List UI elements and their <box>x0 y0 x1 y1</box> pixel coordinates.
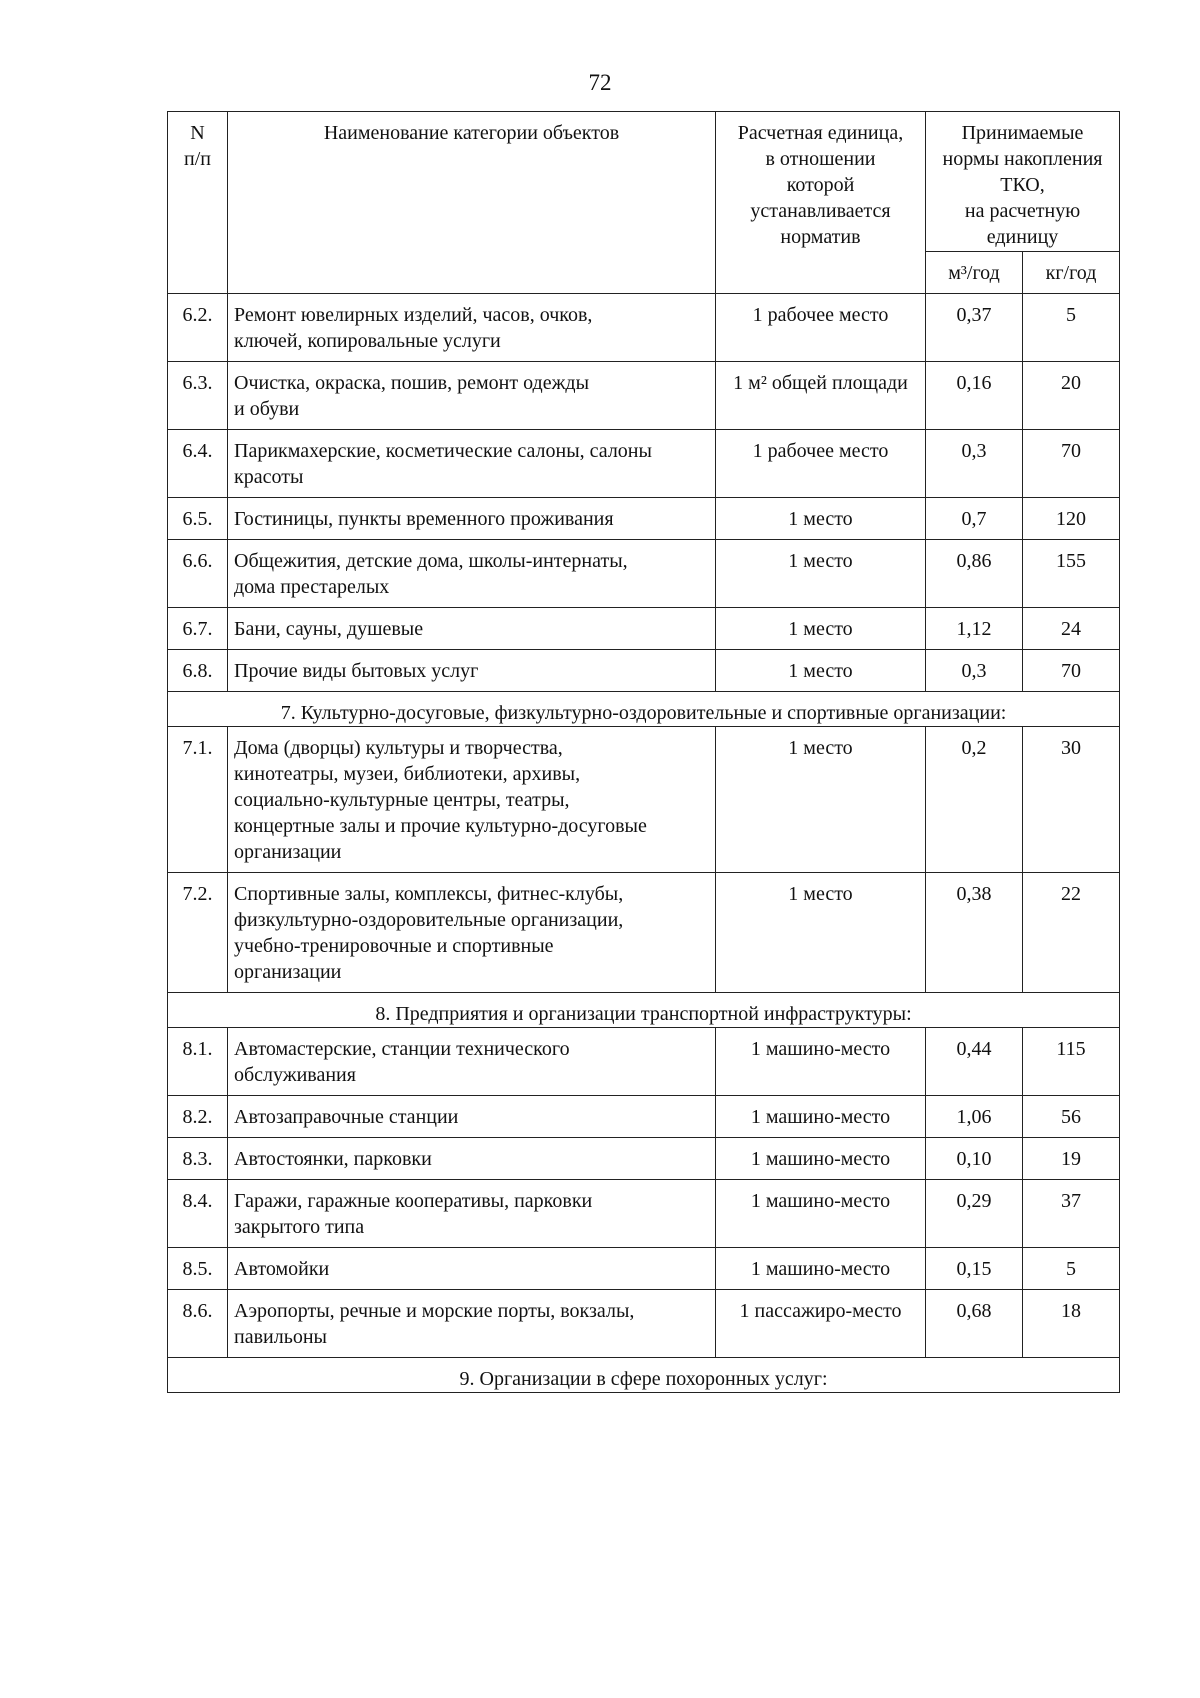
cell-unit: 1 м² общей площади <box>716 362 926 430</box>
header-unit <box>716 112 926 294</box>
cell-unit: 1 рабочее место <box>716 294 926 362</box>
cell-kg: 5 <box>1023 1248 1120 1290</box>
cell-m3: 0,38 <box>926 873 1023 993</box>
header-name-text: Наименование категории объектов <box>323 122 620 144</box>
cell-kg: 70 <box>1023 650 1120 692</box>
cell-m3: 1,06 <box>926 1096 1023 1138</box>
cell-m3: 0,29 <box>926 1180 1023 1248</box>
cell-name: Гаражи, гаражные кооперативы, парковки закрытого типа <box>228 1180 716 1248</box>
cell-name: Очистка, окраска, пошив, ремонт одежды и обуви <box>228 362 716 430</box>
table-row <box>168 650 1120 692</box>
cell-kg: 115 <box>1023 1028 1120 1096</box>
section-title: 7. Культурно-досуговые, физкультурно-оздоровительные и спортивные организации: <box>168 692 1120 727</box>
cell-kg: 20 <box>1023 362 1120 430</box>
cell-name: Дома (дворцы) культуры и творчества, кинотеатры, музеи, библиотеки, архивы, социально-культурные центры, театры, концертные залы и прочие культурно-досуговые организации <box>228 727 716 873</box>
table-body <box>168 294 1120 1393</box>
cell-m3: 0,3 <box>926 430 1023 498</box>
cell-m3: 0,44 <box>926 1028 1023 1096</box>
cell-num: 6.7. <box>168 608 228 650</box>
table-row <box>168 1290 1120 1358</box>
cell-unit: 1 место <box>716 650 926 692</box>
cell-m3: 0,68 <box>926 1290 1023 1358</box>
cell-num: 8.6. <box>168 1290 228 1358</box>
header-row <box>168 112 1120 252</box>
table-row <box>168 873 1120 993</box>
cell-num: 6.4. <box>168 430 228 498</box>
cell-name: Автомойки <box>228 1248 716 1290</box>
table-row <box>168 608 1120 650</box>
cell-name: Спортивные залы, комплексы, фитнес-клубы, физкультурно-оздоровительные организации, учебно-тренировочные и спортивные организации <box>228 873 716 993</box>
cell-unit: 1 рабочее место <box>716 430 926 498</box>
cell-m3: 0,86 <box>926 540 1023 608</box>
cell-unit: 1 место <box>716 498 926 540</box>
table-row <box>168 1138 1120 1180</box>
norms-table <box>167 111 1120 1393</box>
cell-num: 8.3. <box>168 1138 228 1180</box>
cell-m3: 0,2 <box>926 727 1023 873</box>
cell-unit: 1 место <box>716 608 926 650</box>
cell-kg: 24 <box>1023 608 1120 650</box>
header-name <box>228 112 716 294</box>
cell-unit: 1 пассажиро-место <box>716 1290 926 1358</box>
table-row <box>168 1096 1120 1138</box>
cell-num: 7.2. <box>168 873 228 993</box>
cell-num: 8.4. <box>168 1180 228 1248</box>
cell-kg: 19 <box>1023 1138 1120 1180</box>
header-m3: м³/год <box>926 252 1023 294</box>
header-unit-text: Расчетная единица, в отношении которой устанавливается норматив <box>737 122 904 248</box>
cell-num: 6.3. <box>168 362 228 430</box>
section-row <box>168 1358 1120 1393</box>
cell-num: 6.8. <box>168 650 228 692</box>
cell-kg: 120 <box>1023 498 1120 540</box>
cell-num: 7.1. <box>168 727 228 873</box>
cell-kg: 70 <box>1023 430 1120 498</box>
table-row <box>168 1248 1120 1290</box>
table-row <box>168 727 1120 873</box>
section-title: 9. Организации в сфере похоронных услуг: <box>168 1358 1120 1393</box>
cell-name: Автостоянки, парковки <box>228 1138 716 1180</box>
table-row <box>168 294 1120 362</box>
cell-m3: 0,3 <box>926 650 1023 692</box>
cell-name: Автозаправочные станции <box>228 1096 716 1138</box>
table-row <box>168 540 1120 608</box>
cell-unit: 1 место <box>716 727 926 873</box>
cell-unit: 1 место <box>716 540 926 608</box>
cell-kg: 22 <box>1023 873 1120 993</box>
cell-kg: 155 <box>1023 540 1120 608</box>
header-norms <box>926 112 1120 252</box>
header-num <box>168 112 228 294</box>
cell-kg: 37 <box>1023 1180 1120 1248</box>
table-row <box>168 430 1120 498</box>
table-row <box>168 362 1120 430</box>
table-row <box>168 1180 1120 1248</box>
cell-m3: 0,10 <box>926 1138 1023 1180</box>
cell-num: 8.2. <box>168 1096 228 1138</box>
cell-m3: 0,7 <box>926 498 1023 540</box>
cell-name: Прочие виды бытовых услуг <box>228 650 716 692</box>
header-num-text: N п/п <box>184 122 211 170</box>
cell-unit: 1 машино-место <box>716 1028 926 1096</box>
cell-unit: 1 машино-место <box>716 1248 926 1290</box>
header-kg: кг/год <box>1023 252 1120 294</box>
table-row <box>168 498 1120 540</box>
cell-kg: 5 <box>1023 294 1120 362</box>
cell-num: 8.1. <box>168 1028 228 1096</box>
cell-num: 6.5. <box>168 498 228 540</box>
cell-name: Ремонт ювелирных изделий, часов, очков, ключей, копировальные услуги <box>228 294 716 362</box>
cell-name: Парикмахерские, косметические салоны, салоны красоты <box>228 430 716 498</box>
cell-unit: 1 машино-место <box>716 1180 926 1248</box>
header-norms-text: Принимаемые нормы накопления ТКО, на расчетную единицу <box>942 122 1103 248</box>
cell-kg: 56 <box>1023 1096 1120 1138</box>
cell-unit: 1 машино-место <box>716 1138 926 1180</box>
cell-name: Бани, сауны, душевые <box>228 608 716 650</box>
section-row <box>168 993 1120 1028</box>
table-header <box>168 112 1120 294</box>
cell-name: Гостиницы, пункты временного проживания <box>228 498 716 540</box>
cell-num: 6.2. <box>168 294 228 362</box>
table-row <box>168 1028 1120 1096</box>
section-row <box>168 692 1120 727</box>
cell-num: 6.6. <box>168 540 228 608</box>
cell-name: Общежития, детские дома, школы-интернаты, дома престарелых <box>228 540 716 608</box>
cell-m3: 0,37 <box>926 294 1023 362</box>
cell-kg: 30 <box>1023 727 1120 873</box>
cell-name: Автомастерские, станции технического обслуживания <box>228 1028 716 1096</box>
cell-num: 8.5. <box>168 1248 228 1290</box>
cell-unit: 1 место <box>716 873 926 993</box>
cell-m3: 0,15 <box>926 1248 1023 1290</box>
page-number: 72 <box>588 70 612 95</box>
section-title: 8. Предприятия и организации транспортной инфраструктуры: <box>168 993 1120 1028</box>
cell-m3: 0,16 <box>926 362 1023 430</box>
cell-name: Аэропорты, речные и морские порты, вокзалы, павильоны <box>228 1290 716 1358</box>
cell-unit: 1 машино-место <box>716 1096 926 1138</box>
cell-m3: 1,12 <box>926 608 1023 650</box>
cell-kg: 18 <box>1023 1290 1120 1358</box>
